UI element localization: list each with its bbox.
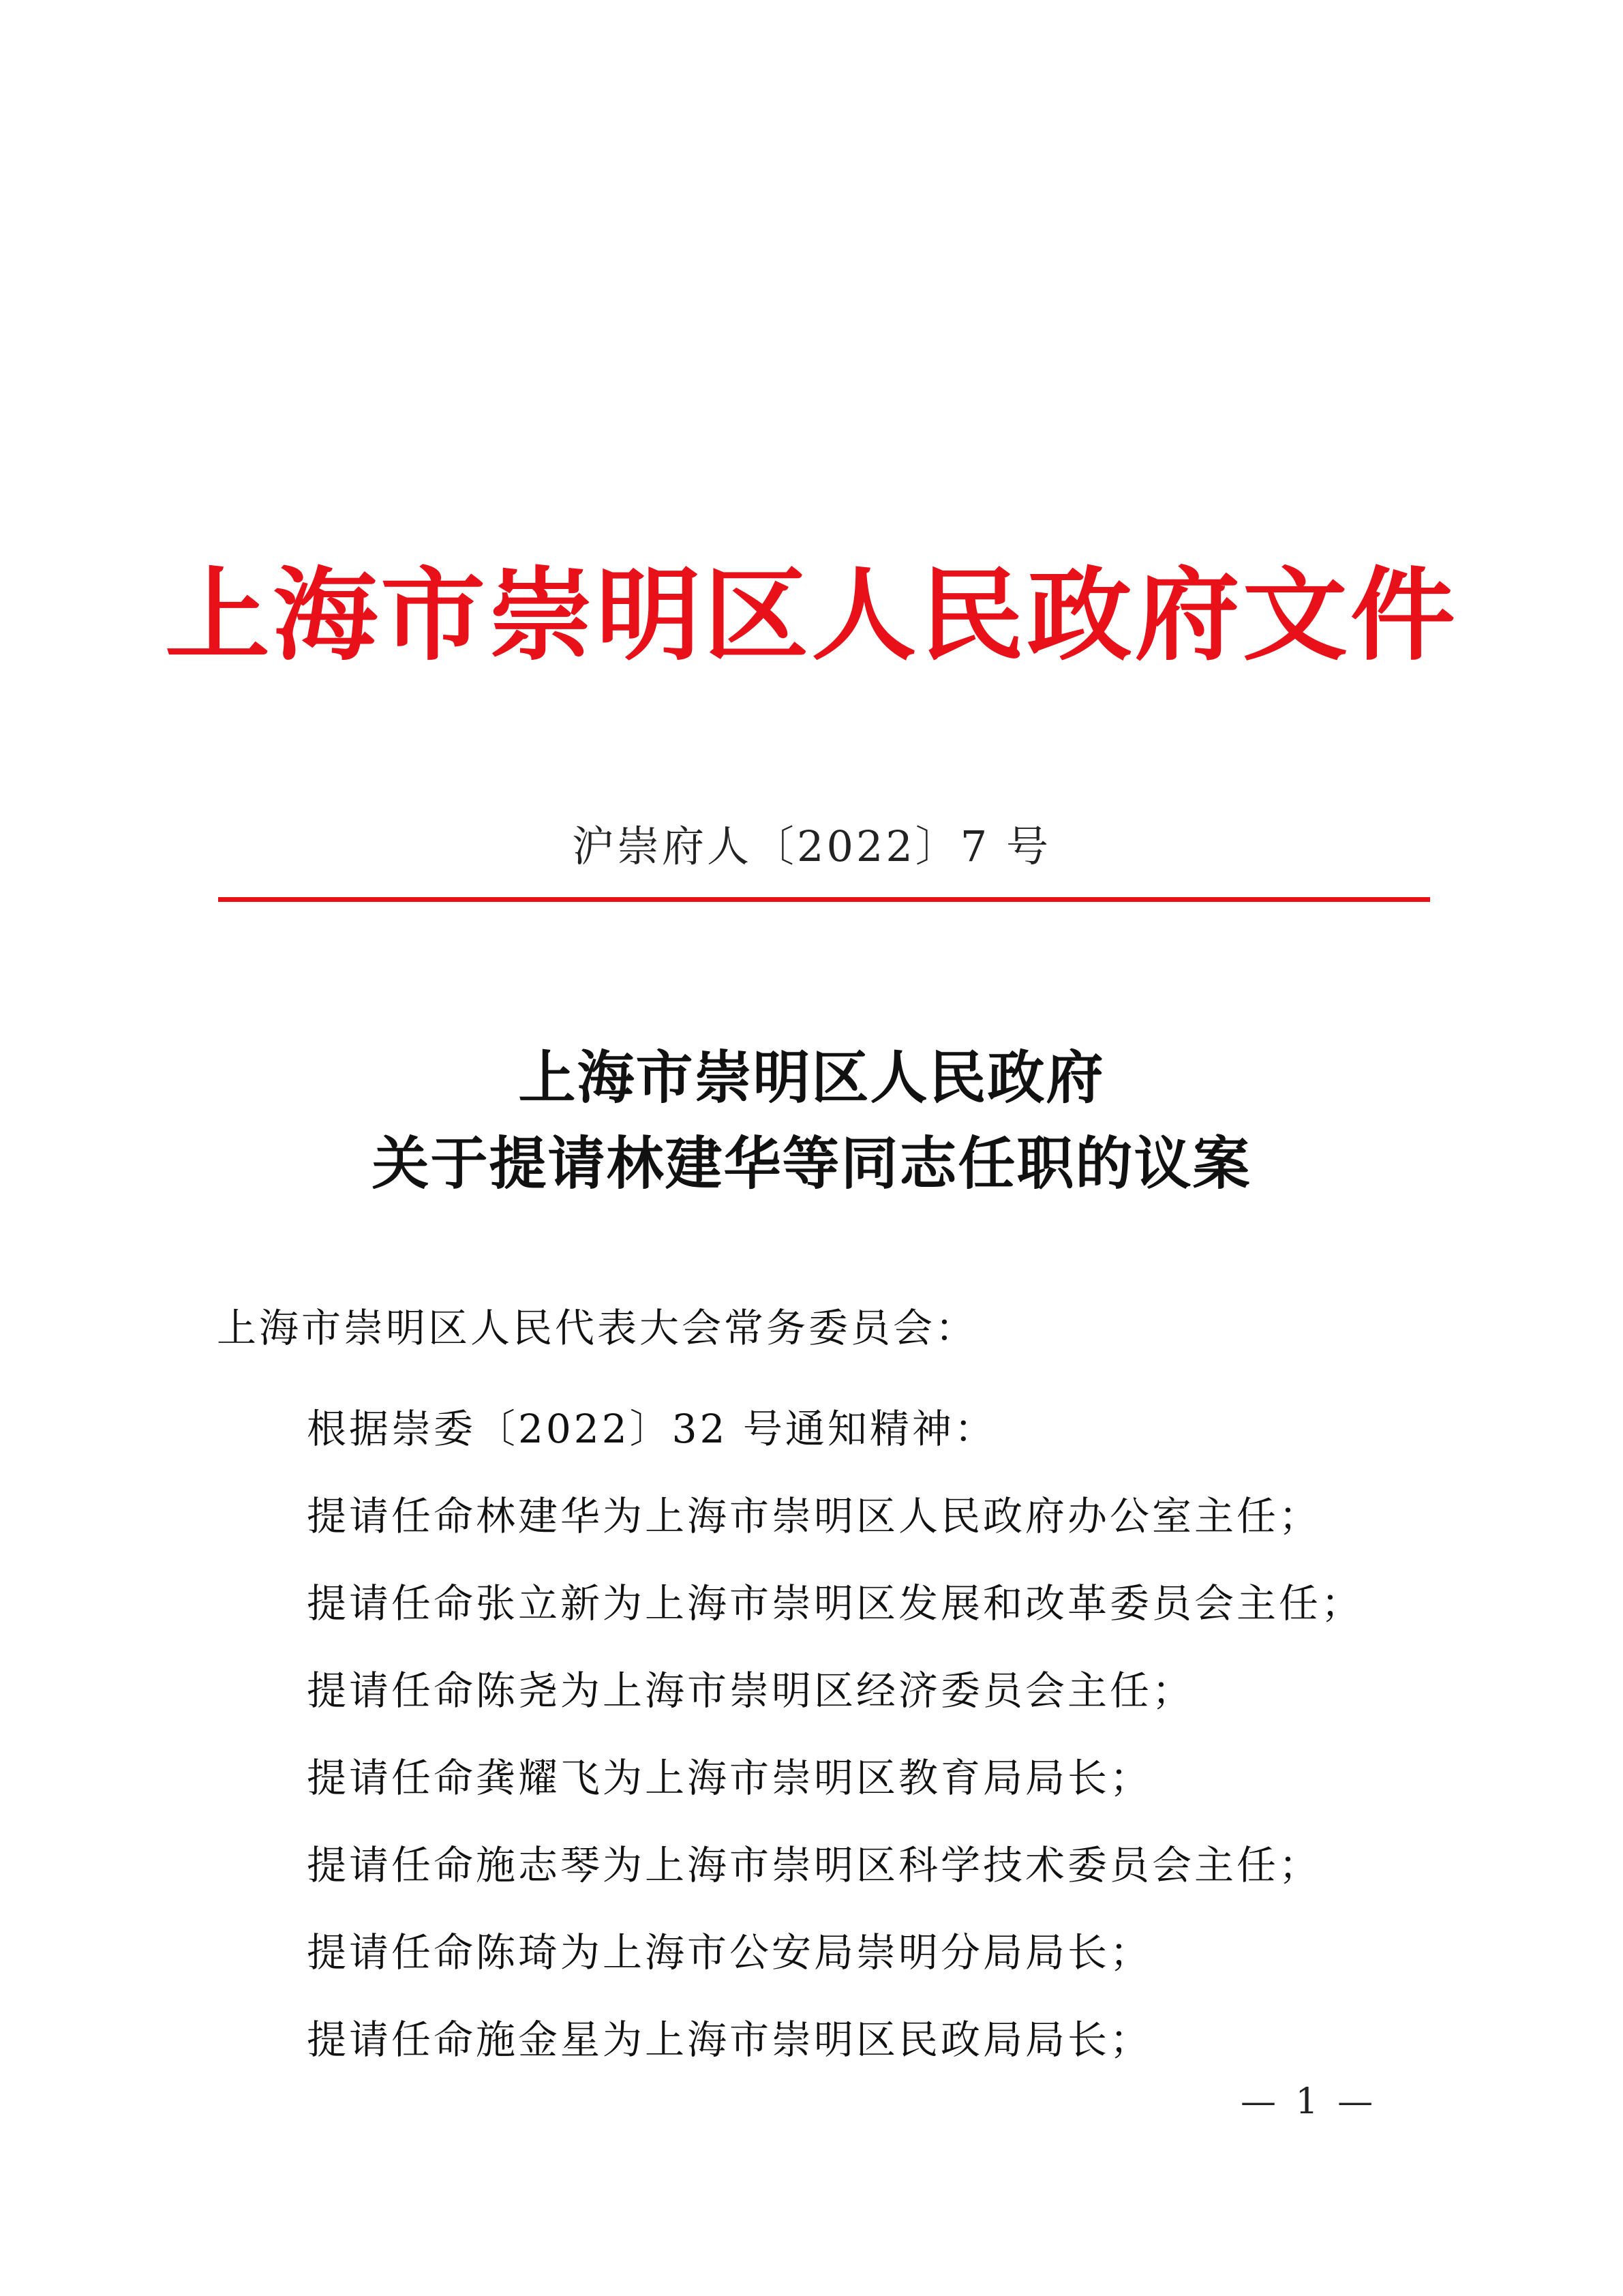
paragraph-appointment: 提请任命林建华为上海市崇明区人民政府办公室主任； (307, 1493, 1322, 1539)
document-title-line-2: 关于提请林建华等同志任职的议案 (371, 1130, 1252, 1197)
paragraph-appointment: 提请任命龚耀飞为上海市崇明区教育局局长； (307, 1755, 1153, 1801)
paragraph-appointment: 提请任命陈琦为上海市公安局崇明分局局长； (307, 1929, 1153, 1976)
document-title-line-1: 上海市崇明区人民政府 (518, 1044, 1105, 1111)
document-number: 沪崇府人〔2022〕7 号 (572, 821, 1051, 871)
body-paragraphs (307, 1385, 1602, 2083)
paragraph-appointment: 提请任命陈尧为上海市崇明区经济委员会主任； (307, 1667, 1195, 1714)
paragraph-appointment: 提请任命施志琴为上海市崇明区科学技术委员会主任； (307, 1842, 1322, 1888)
paragraph-basis: 根据崇委〔2022〕32 号通知精神： (307, 1406, 997, 1452)
paragraph-appointment: 提请任命张立新为上海市崇明区发展和改革委员会主任； (307, 1580, 1364, 1627)
document-masthead: 上海市崇明区人民政府文件 (165, 556, 1458, 674)
paragraph-appointment: 提请任命施金星为上海市崇明区民政局局长； (307, 2016, 1153, 2063)
red-separator-line (218, 897, 1430, 902)
salutation: 上海市崇明区人民代表大会常务委员会： (217, 1305, 978, 1351)
page-number: — 1 — (1241, 2081, 1378, 2122)
